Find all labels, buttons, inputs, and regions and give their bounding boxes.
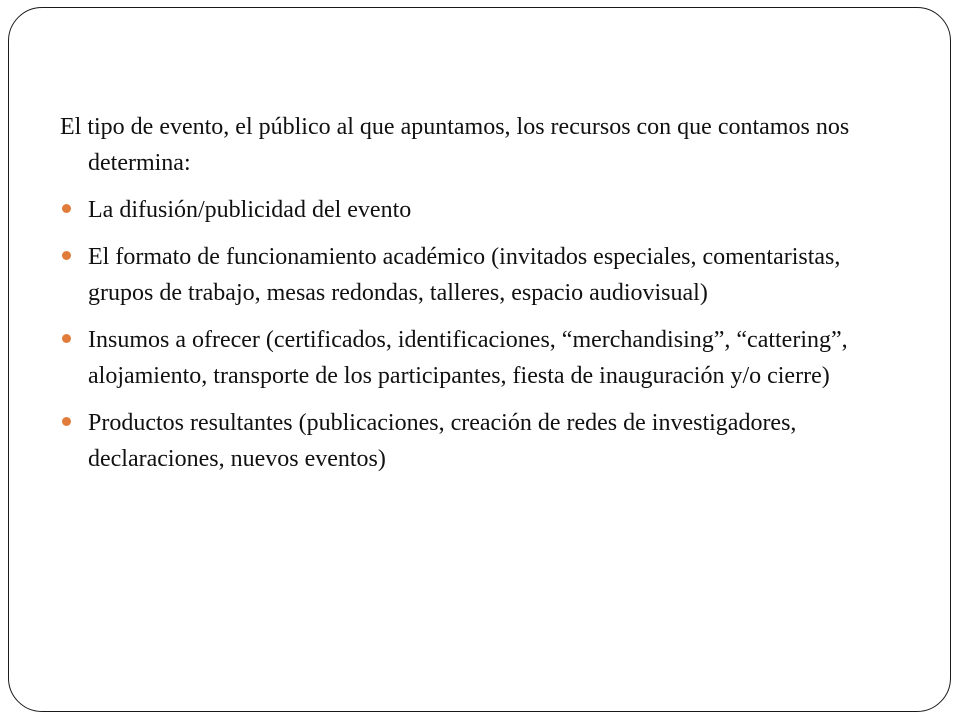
- bullet-item-formato: [60, 239, 900, 311]
- bullet-icon: [62, 417, 71, 426]
- slide-content: [60, 109, 900, 488]
- bullet-item-difusion: [60, 192, 900, 228]
- bullet-icon: [62, 334, 71, 343]
- bullet-text: Productos resultantes (publicaciones, creación de redes de investigadores, declaraciones, nuevos eventos): [88, 410, 797, 472]
- bullet-item-insumos: [60, 322, 900, 394]
- bullet-icon: [62, 204, 71, 213]
- bullet-text: El formato de funcionamiento académico (invitados especiales, comentaristas, grupos de trabajo, mesas redondas, talleres, espacio audiovisual): [88, 244, 841, 306]
- bullet-item-productos: [60, 405, 900, 477]
- bullet-text: Insumos a ofrecer (certificados, identificaciones, “merchandising”, “cattering”, alojamiento, transporte de los participantes, fiesta de inauguración y/o cierre): [88, 327, 848, 389]
- bullet-icon: [62, 251, 71, 260]
- intro-paragraph: El tipo de evento, el público al que apuntamos, los recursos con que contamos nos determina:: [60, 114, 850, 176]
- bullet-text: La difusión/publicidad del evento: [88, 197, 412, 223]
